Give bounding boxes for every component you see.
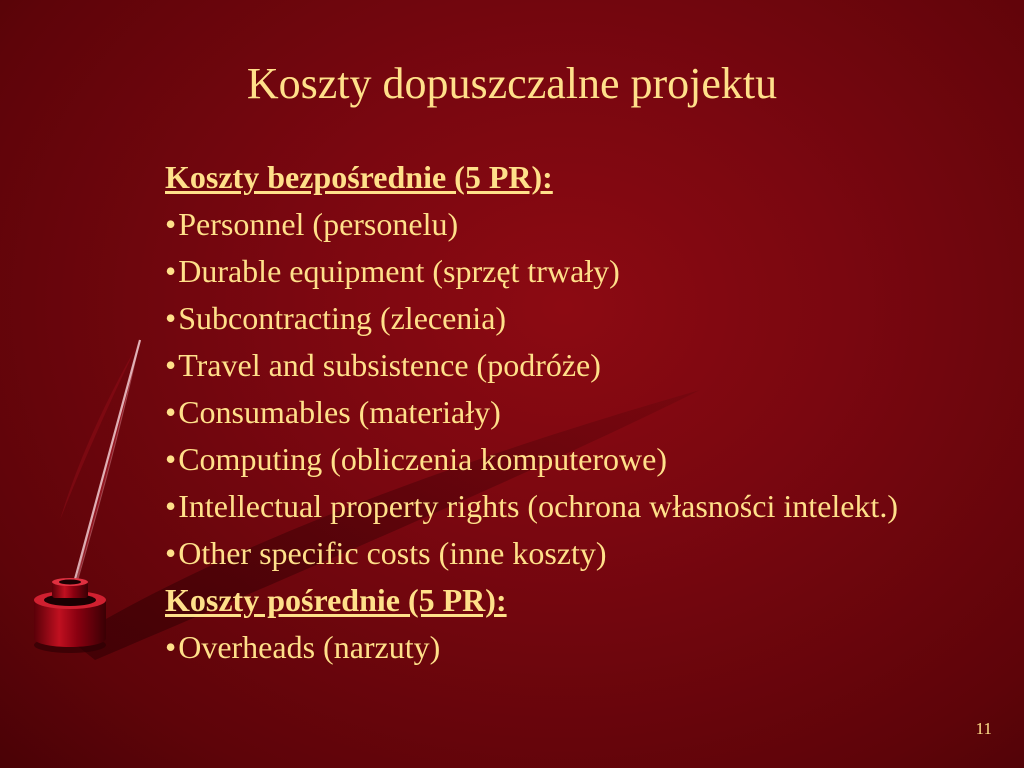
list-item [165,440,955,478]
bullet: • [165,206,177,242]
slide-content [165,158,955,675]
list-item-text: Durable equipment (sprzęt trwały) [178,253,620,289]
list-item-text: Personnel (personelu) [178,206,459,242]
slide-title: Koszty dopuszczalne projektu [246,59,778,108]
list-item [165,534,955,572]
page-number: 11 [975,719,992,738]
list-item-text: Subcontracting (zlecenia) [178,300,507,336]
list-item-text: Consumables (materiały) [178,394,501,430]
list-item [165,628,955,666]
list-item-text: Overheads (narzuty) [178,629,441,665]
list-item [165,299,955,337]
bullet: • [165,441,177,477]
list-item [165,346,955,384]
list-item [165,252,955,290]
section-heading-indirect-costs: Koszty pośrednie (5 PR): [165,582,507,618]
bullet: • [165,253,177,289]
list-item [165,487,955,525]
list-item [165,205,955,243]
list-item [165,393,955,431]
bullet: • [165,629,177,665]
bullet: • [165,300,177,336]
bullet: • [165,535,177,571]
section-heading-direct-costs: Koszty bezpośrednie (5 PR): [165,159,553,195]
bullet: • [165,347,177,383]
list-item-text: Intellectual property rights (ochrona własności intelekt.) [178,488,898,524]
bullet: • [165,394,177,430]
bullet: • [165,488,177,524]
list-item-text: Computing (obliczenia komputerowe) [178,441,667,477]
list-item-text: Other specific costs (inne koszty) [178,535,607,571]
list-item-text: Travel and subsistence (podróże) [178,347,601,383]
